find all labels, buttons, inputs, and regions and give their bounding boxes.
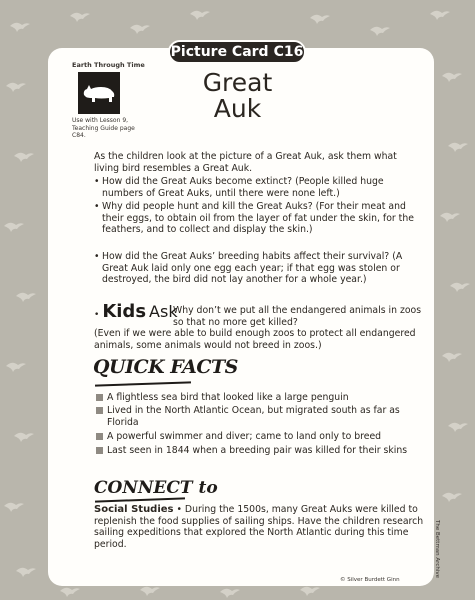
lesson-note-line2: Teaching Guide page C84. xyxy=(72,124,135,139)
question-item xyxy=(94,251,424,286)
ask-word: Ask xyxy=(149,302,178,321)
rhinoceros-icon xyxy=(81,81,117,105)
question-text: How did the Great Auks become extinct? xyxy=(102,176,293,187)
fact-item xyxy=(94,392,424,404)
connect-text: During the 1500s, many Great Auks were killed to replenish the food supplies of sailing ships. Have the children research sailing expeditions that explored the North Atlantic during this time period. xyxy=(94,504,424,550)
connect-heading: CONNECT to xyxy=(94,478,218,498)
kids-ask-label xyxy=(94,301,178,322)
fact-text: A powerful swimmer and diver; came to land only to breed xyxy=(107,431,382,442)
card-label: Picture Card xyxy=(170,44,269,60)
question-text: Why did people hunt and kill the Great Auks? xyxy=(102,201,313,212)
kids-ask-question: Why don’t we put all the endangered animals in zoos so that no more get killed? xyxy=(173,305,422,328)
intro-paragraph: As the children look at the picture of a Great Auk, ask them what living bird resembles a Great Auk. xyxy=(94,151,397,174)
fact-item xyxy=(94,405,424,428)
question-item xyxy=(94,201,424,236)
fact-item xyxy=(94,431,424,443)
connect-separator: • xyxy=(173,504,185,515)
lesson-note xyxy=(72,117,142,140)
page-title xyxy=(150,70,325,122)
bullet-square-icon xyxy=(96,447,103,454)
fact-text: A flightless sea bird that looked like a large penguin xyxy=(107,392,349,403)
answer-text: (People killed huge numbers of Great Auks, until there were none left.) xyxy=(102,176,384,199)
copyright-notice: © Silver Burdett Ginn xyxy=(340,577,400,583)
fact-item xyxy=(94,445,424,457)
bullet-square-icon xyxy=(96,433,103,440)
connect-subject: Social Studies xyxy=(94,504,174,515)
title-line2: Auk xyxy=(213,94,262,123)
card-number: C16 xyxy=(273,44,304,60)
bullet-square-icon xyxy=(96,394,103,401)
series-name: Earth Through Time xyxy=(72,61,145,69)
bullet-dot: • xyxy=(94,176,100,187)
kids-word: Kids xyxy=(102,301,147,322)
quick-facts-heading: QUICK FACTS xyxy=(93,356,238,378)
question-text: How did the Great Auks’ breeding habits affect their survival? xyxy=(102,251,390,262)
bullet-dot: • xyxy=(94,251,100,262)
kids-ask-answer: (Even if we were able to build enough zoos to protect all endangered animals, some animals would not breed in zoos.) xyxy=(94,328,416,351)
lesson-note-line1: Use with Lesson 9, xyxy=(72,117,129,124)
bullet-dot: • xyxy=(94,201,100,212)
answer-text: (A Great Auk laid only one egg each year; if that egg was stolen or destroyed, the bird did not lay another for a whole year.) xyxy=(102,251,403,286)
question-item xyxy=(94,176,424,199)
photo-credit: The Bettman Archive xyxy=(434,520,440,578)
bullet-square-icon xyxy=(96,407,103,414)
series-logo xyxy=(78,72,120,114)
bullet-dot: • xyxy=(94,310,100,320)
fact-text: Lived in the North Atlantic Ocean, but migrated south as far as Florida xyxy=(107,405,400,428)
picture-card-tab xyxy=(168,40,306,64)
answer-text: (For their meat and their eggs, to obtain oil from the layer of fat under the skin, for the feathers, and to collect and display the skin.) xyxy=(102,201,414,236)
fact-text: Last seen in 1844 when a breeding pair was killed for their skins xyxy=(107,445,408,456)
title-line1: Great xyxy=(202,68,273,97)
connect-paragraph xyxy=(94,504,428,550)
